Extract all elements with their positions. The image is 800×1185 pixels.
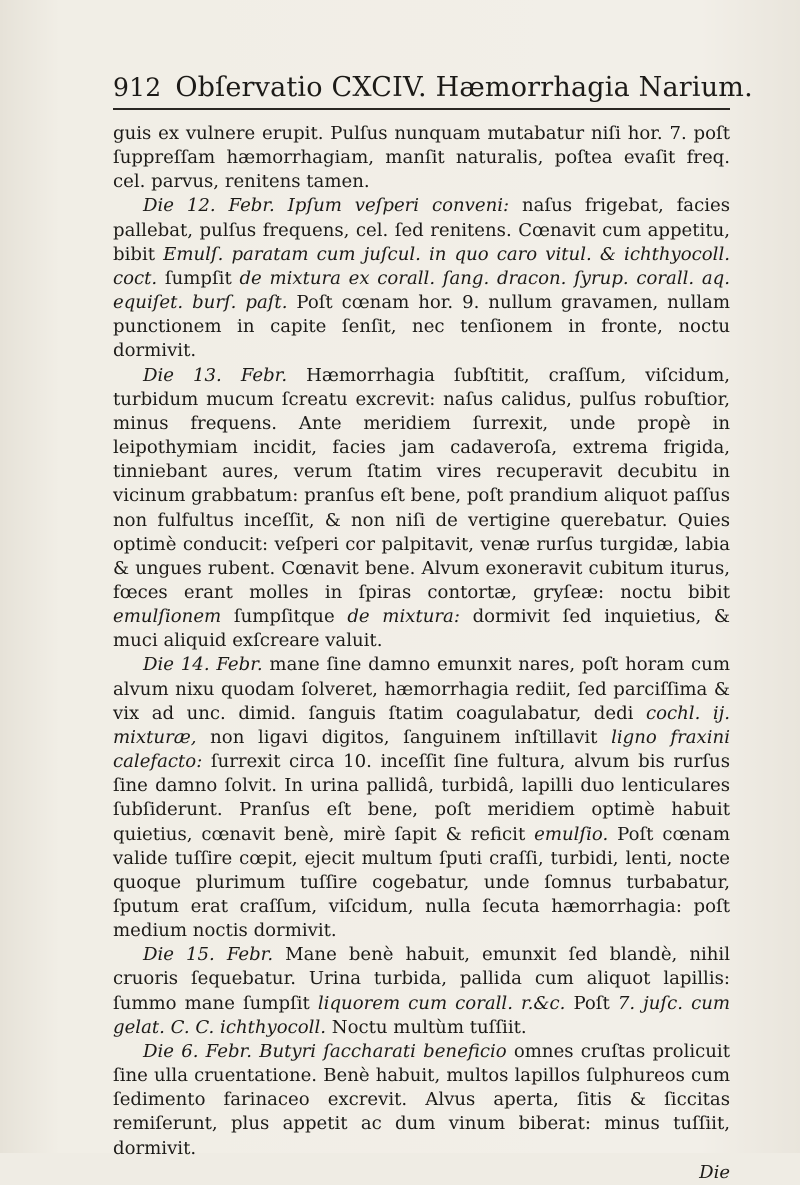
text-run: mane ſine damno emunxit nares, poſt horam cum alvum nixu quodam ſolveret, hæmorrhagia rediit, ſed parciſſima & vix ad unc. dimid. ſanguis ſtatim coagulabatur, dedi <box>113 654 730 724</box>
text-run: Poſt <box>565 992 618 1014</box>
italic-text-run: Die 15. Febr. <box>143 944 274 966</box>
page-number: 912 <box>113 73 162 102</box>
italic-text-run: Die 12. Febr. Ipſum veſperi conveni: <box>143 195 522 217</box>
text-run: guis ex vulnere erupit. Pulſus nunquam mutabatur niſi hor. 7. poſt ſuppreſſam hæmorrhagiam, manſit naturalis, poſtea evaſit freq. cel. parvus, renitens tamen. <box>113 123 730 193</box>
paragraph <box>113 364 730 654</box>
text-run: ſumpſit <box>157 267 240 289</box>
running-header <box>113 72 753 110</box>
text-run: omnes cruſtas prolicuit ſine ulla cruentatione. Benè habuit, multos lapillos ſulphureos cum ſedimento farinaceo excrevit. Alvus aperta, ſitis & ſiccitas remiſerunt, plus appetit ac dum vinum biberat: minus tuſſiit, dormivit. <box>113 1040 730 1159</box>
text-run: dormivit ſed inquietius, & muci aliquid exſcreare valuit. <box>113 606 730 652</box>
paragraph <box>113 122 730 194</box>
paragraph <box>113 1040 730 1161</box>
text-run: ſumpſitque <box>221 606 348 628</box>
italic-text-run: de mixtura ex corall. ſang. dracon. ſyrup. corall. aq. equiſet. burſ. paſt. <box>113 267 730 314</box>
paragraph <box>113 943 730 1040</box>
italic-text-run: emulſionem <box>113 606 222 628</box>
italic-text-run: 7. juſc. cum gelat. C. C. ichthyocoll. <box>113 992 731 1038</box>
page-body <box>113 122 730 1161</box>
running-title: Obſervatio CXCIV. Hæmorrhagia Narium. <box>175 72 753 103</box>
italic-text-run: Die 14. Febr. <box>143 654 263 676</box>
italic-text-run: ligno fraxini calefacto: <box>113 726 730 773</box>
text-run: naſus frigebat, facies pallebat, pulſus frequens, cel. ſed renitens. Cœnavit cum appetitu, bibit <box>113 195 730 265</box>
text-run: non ligavi digitos, ſanguinem inſtillavit <box>196 726 612 748</box>
text-run: Poſt cœnam valide tuſſire cœpit, ejecit multum ſputi craſſi, turbidi, lenti, nocte quoque plurimum tuſſire cogebatur, unde ſomnus turbabatur, ſputum erat craſſum, viſcidum, nulla ſecuta hæmorrhagia: poſt medium noctis dormivit. <box>113 823 730 942</box>
italic-text-run: Die 6. Febr. Butyri ſaccharati beneficio <box>143 1040 507 1062</box>
italic-text-run: liquorem cum corall. r.&c. <box>317 992 566 1014</box>
text-run: ſurrexit circa 10. inceſſit ſine fultura, alvum bis rurſus ſine damno ſolvit. In urina pallidâ, turbidâ, lapilli duo lenticulares ſubſiderunt. Pranſus eſt bene, poſt meridiem optimè habuit quietius, cœnavit benè, mirè ſapit & reficit <box>113 751 730 845</box>
paragraph <box>113 194 730 363</box>
catchword: Die <box>699 1161 730 1183</box>
paragraph <box>113 653 730 943</box>
italic-text-run: Die 13. Febr. <box>143 364 288 386</box>
italic-text-run: Emulſ. paratam cum juſcul. in quo caro vitul. & ichthyocoll. coct. <box>113 243 731 289</box>
italic-text-run: cochl. ij. mixturæ, <box>113 702 730 748</box>
text-run: Poſt cœnam hor. 9. nullum gravamen, nullam punctionem in capite ſenſit, nec tenſionem in fronte, noctu dormivit. <box>113 292 730 362</box>
text-run: Mane benè habuit, emunxit ſed blandè, nihil cruoris ſequebatur. Urina turbida, pallida cum aliquot lapillis: ſummo mane ſumpſit <box>113 944 731 1014</box>
text-run: Noctu multùm tuſſiit. <box>326 1016 527 1038</box>
italic-text-run: de mixtura: <box>347 606 460 628</box>
text-run: Hæmorrhagia ſubſtitit, craſſum, viſcidum, turbidum mucum ſcreatu excrevit: naſus calidus, pulſus robuſtior, minus frequens. Ante meridiem ſurrexit, unde propè in leipothymiam incidit, facies jam cadaveroſa, extrema frigida, tinniebant aures, verum ſtatim vires recuperavit decubitu in vicinum grabbatum: pranſus eſt bene, poſt prandium aliquot paſſus non fulfultus inceſſit, & non niſi de vertigine querebatur. Quies optimè conducit: veſperi cor palpitavit, venæ rurſus turgidæ, labia & ungues rubent. Cœnavit bene. Alvum exoneravit cubitum iturus, fœces erant molles in ſpiras contortæ, gryſeæ: noctu bibit <box>113 364 730 603</box>
italic-text-run: emulſio. <box>534 823 609 845</box>
